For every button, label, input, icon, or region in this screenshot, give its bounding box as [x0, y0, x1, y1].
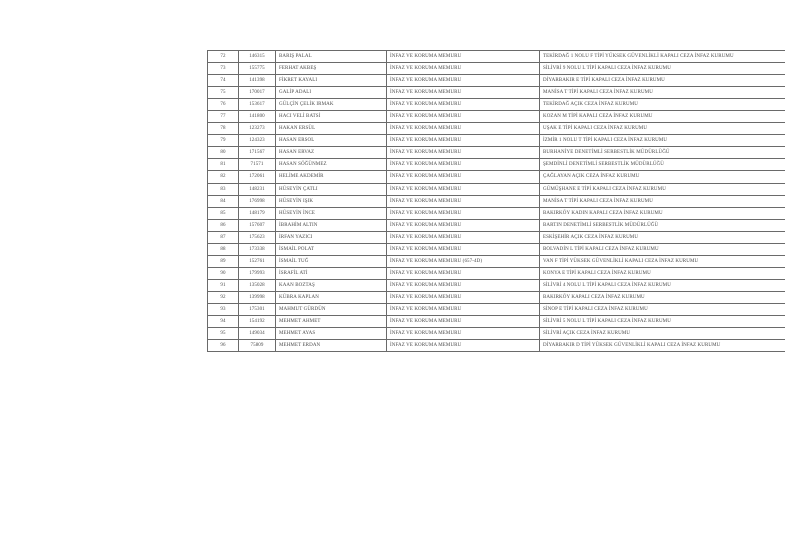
table-row	[208, 279, 785, 291]
table-row	[208, 147, 785, 159]
person-name-cell: KAAN BOZTAŞ	[276, 279, 387, 291]
registry-number-cell: 71571	[239, 159, 276, 171]
job-title-cell: İNFAZ VE KORUMA MEMURU	[387, 123, 540, 135]
job-title-cell: İNFAZ VE KORUMA MEMURU (657-4D)	[387, 255, 540, 267]
registry-number-cell: 154192	[239, 316, 276, 328]
person-name-cell: HACI VELİ BATSİ	[276, 111, 387, 123]
person-name-cell: HÜSEYİN İNCE	[276, 207, 387, 219]
row-number-cell: 88	[208, 243, 239, 255]
person-name-cell: HELİME AKDEMİR	[276, 171, 387, 183]
table-row	[208, 123, 785, 135]
person-name-cell: HASAN ERVAZ	[276, 147, 387, 159]
table-row	[208, 255, 785, 267]
person-name-cell: HASAN ERSOL	[276, 135, 387, 147]
registry-number-cell: 148179	[239, 207, 276, 219]
row-number-cell: 73	[208, 63, 239, 75]
person-name-cell: FİKRET KAYALI	[276, 75, 387, 87]
job-title-cell: İNFAZ VE KORUMA MEMURU	[387, 99, 540, 111]
job-title-cell: İNFAZ VE KORUMA MEMURU	[387, 63, 540, 75]
person-name-cell: BARIŞ PALAL	[276, 51, 387, 63]
registry-number-cell: 175301	[239, 303, 276, 315]
assigned-institution-cell: BAKIRKÖY KAPALI CEZA İNFAZ KURUMU	[540, 291, 785, 303]
assigned-institution-cell: KONYA E TİPİ KAPALI CEZA İNFAZ KURUMU	[540, 267, 785, 279]
assigned-institution-cell: BAKIRKÖY KADIN KAPALI CEZA İNFAZ KURUMU	[540, 207, 785, 219]
row-number-cell: 86	[208, 219, 239, 231]
assigned-institution-cell: SİLİVRİ 4 NOLU L TİPİ KAPALI CEZA İNFAZ KURUMU	[540, 279, 785, 291]
assigned-institution-cell: SİLİVRİ AÇIK CEZA İNFAZ KURUMU	[540, 328, 785, 340]
table-row	[208, 75, 785, 87]
table-row	[208, 99, 785, 111]
assigned-institution-cell: DİYARBAKIR D TİPİ YÜKSEK GÜVENLİKLİ KAPALI CEZA İNFAZ KURUMU	[540, 340, 785, 352]
registry-number-cell: 146315	[239, 51, 276, 63]
row-number-cell: 85	[208, 207, 239, 219]
registry-number-cell: 153617	[239, 99, 276, 111]
person-name-cell: MEHMET AHMET	[276, 316, 387, 328]
table-row	[208, 219, 785, 231]
person-name-cell: HAKAN ERSÜL	[276, 123, 387, 135]
row-number-cell: 78	[208, 123, 239, 135]
job-title-cell: İNFAZ VE KORUMA MEMURU	[387, 147, 540, 159]
person-name-cell: KÜBRA KAPLAN	[276, 291, 387, 303]
table-row	[208, 316, 785, 328]
registry-number-cell: 75809	[239, 340, 276, 352]
row-number-cell: 81	[208, 159, 239, 171]
table-row	[208, 51, 785, 63]
job-title-cell: İNFAZ VE KORUMA MEMURU	[387, 195, 540, 207]
registry-number-cell: 176998	[239, 195, 276, 207]
row-number-cell: 91	[208, 279, 239, 291]
assigned-institution-cell: ŞEMDİNLİ DENETİMLİ SERBESTLİK MÜDÜRLÜĞÜ	[540, 159, 785, 171]
person-name-cell: FERHAT AKBEŞ	[276, 63, 387, 75]
person-name-cell: GALİP ADALI	[276, 87, 387, 99]
person-name-cell: HASAN SÖĞÜNMEZ	[276, 159, 387, 171]
registry-number-cell: 141398	[239, 75, 276, 87]
assigned-institution-cell: KOZAN M TİPİ KAPALI CEZA İNFAZ KURUMU	[540, 111, 785, 123]
row-number-cell: 74	[208, 75, 239, 87]
staff-table-body	[208, 51, 785, 352]
table-row	[208, 267, 785, 279]
row-number-cell: 76	[208, 99, 239, 111]
row-number-cell: 96	[208, 340, 239, 352]
person-name-cell: HÜSEYİN ÇATLI	[276, 183, 387, 195]
registry-number-cell: 149034	[239, 328, 276, 340]
table-row	[208, 159, 785, 171]
registry-number-cell: 175623	[239, 231, 276, 243]
person-name-cell: HÜSEYİN IŞIK	[276, 195, 387, 207]
row-number-cell: 84	[208, 195, 239, 207]
row-number-cell: 79	[208, 135, 239, 147]
row-number-cell: 92	[208, 291, 239, 303]
row-number-cell: 83	[208, 183, 239, 195]
assigned-institution-cell: BOLVADİN L TİPİ KAPALI CEZA İNFAZ KURUMU	[540, 243, 785, 255]
row-number-cell: 90	[208, 267, 239, 279]
assigned-institution-cell: TEKİRDAĞ AÇIK CEZA İNFAZ KURUMU	[540, 99, 785, 111]
table-row	[208, 195, 785, 207]
job-title-cell: İNFAZ VE KORUMA MEMURU	[387, 303, 540, 315]
registry-number-cell: 123273	[239, 123, 276, 135]
person-name-cell: İSRAFİL ATİ	[276, 267, 387, 279]
person-name-cell: MAHMUT GÜRDÜN	[276, 303, 387, 315]
assigned-institution-cell: SİLİVRİ 9 NOLU L TİPİ KAPALI CEZA İNFAZ KURUMU	[540, 63, 785, 75]
table-row	[208, 63, 785, 75]
assigned-institution-cell: BARTIN DENETİMLİ SERBESTLİK MÜDÜRLÜĞÜ	[540, 219, 785, 231]
job-title-cell: İNFAZ VE KORUMA MEMURU	[387, 279, 540, 291]
person-name-cell: İSMAİL TUĞ	[276, 255, 387, 267]
job-title-cell: İNFAZ VE KORUMA MEMURU	[387, 171, 540, 183]
job-title-cell: İNFAZ VE KORUMA MEMURU	[387, 75, 540, 87]
row-number-cell: 75	[208, 87, 239, 99]
row-number-cell: 89	[208, 255, 239, 267]
job-title-cell: İNFAZ VE KORUMA MEMURU	[387, 183, 540, 195]
assigned-institution-cell: MANİSA T TİPİ KAPALI CEZA İNFAZ KURUMU	[540, 87, 785, 99]
assigned-institution-cell: ÇAĞLAYAN AÇIK CEZA İNFAZ KURUMU	[540, 171, 785, 183]
assigned-institution-cell: BURHANİYE DENETİMLİ SERBESTLİK MÜDÜRLÜĞÜ	[540, 147, 785, 159]
job-title-cell: İNFAZ VE KORUMA MEMURU	[387, 291, 540, 303]
job-title-cell: İNFAZ VE KORUMA MEMURU	[387, 51, 540, 63]
assigned-institution-cell: SİLİVRİ 5 NOLU L TİPİ KAPALI CEZA İNFAZ KURUMU	[540, 316, 785, 328]
registry-number-cell: 170017	[239, 87, 276, 99]
assigned-institution-cell: TEKİRDAĞ 1 NOLU F TİPİ YÜKSEK GÜVENLİKLİ KAPALI CEZA İNFAZ KURUMU	[540, 51, 785, 63]
staff-table	[207, 50, 785, 352]
person-name-cell: MEHMET AYAS	[276, 328, 387, 340]
table-row	[208, 340, 785, 352]
person-name-cell: İSMAİL POLAT	[276, 243, 387, 255]
table-row	[208, 291, 785, 303]
registry-number-cell: 173338	[239, 243, 276, 255]
table-row	[208, 243, 785, 255]
job-title-cell: İNFAZ VE KORUMA MEMURU	[387, 340, 540, 352]
job-title-cell: İNFAZ VE KORUMA MEMURU	[387, 207, 540, 219]
row-number-cell: 95	[208, 328, 239, 340]
row-number-cell: 93	[208, 303, 239, 315]
assigned-institution-cell: GÜMÜŞHANE E TİPİ KAPALI CEZA İNFAZ KURUMU	[540, 183, 785, 195]
registry-number-cell: 148231	[239, 183, 276, 195]
person-name-cell: GÜLÇİN ÇELİK IRMAK	[276, 99, 387, 111]
assigned-institution-cell: MANİSA T TİPİ KAPALI CEZA İNFAZ KURUMU	[540, 195, 785, 207]
job-title-cell: İNFAZ VE KORUMA MEMURU	[387, 243, 540, 255]
job-title-cell: İNFAZ VE KORUMA MEMURU	[387, 328, 540, 340]
row-number-cell: 87	[208, 231, 239, 243]
table-row	[208, 328, 785, 340]
table-row	[208, 111, 785, 123]
job-title-cell: İNFAZ VE KORUMA MEMURU	[387, 159, 540, 171]
registry-number-cell: 152761	[239, 255, 276, 267]
registry-number-cell: 139998	[239, 291, 276, 303]
assigned-institution-cell: ESKİŞEHİR AÇIK CEZA İNFAZ KURUMU	[540, 231, 785, 243]
registry-number-cell: 141800	[239, 111, 276, 123]
table-row	[208, 231, 785, 243]
job-title-cell: İNFAZ VE KORUMA MEMURU	[387, 316, 540, 328]
row-number-cell: 80	[208, 147, 239, 159]
registry-number-cell: 124323	[239, 135, 276, 147]
job-title-cell: İNFAZ VE KORUMA MEMURU	[387, 111, 540, 123]
table-row	[208, 135, 785, 147]
job-title-cell: İNFAZ VE KORUMA MEMURU	[387, 135, 540, 147]
row-number-cell: 77	[208, 111, 239, 123]
table-row	[208, 171, 785, 183]
table-row	[208, 183, 785, 195]
person-name-cell: İRFAN YAZICI	[276, 231, 387, 243]
assigned-institution-cell: DİYARBAKIR E TİPİ KAPALI CEZA İNFAZ KURUMU	[540, 75, 785, 87]
assigned-institution-cell: VAN F TİPİ YÜKSEK GÜVENLİKLİ KAPALI CEZA İNFAZ KURUMU	[540, 255, 785, 267]
assigned-institution-cell: SİNOP E TİPİ KAPALI CEZA İNFAZ KURUMU	[540, 303, 785, 315]
assigned-institution-cell: İZMİR 1 NOLU T TİPİ KAPALI CEZA İNFAZ KURUMU	[540, 135, 785, 147]
table-row	[208, 207, 785, 219]
registry-number-cell: 172061	[239, 171, 276, 183]
registry-number-cell: 179993	[239, 267, 276, 279]
job-title-cell: İNFAZ VE KORUMA MEMURU	[387, 87, 540, 99]
table-row	[208, 303, 785, 315]
row-number-cell: 82	[208, 171, 239, 183]
registry-number-cell: 155775	[239, 63, 276, 75]
table-row	[208, 87, 785, 99]
job-title-cell: İNFAZ VE KORUMA MEMURU	[387, 267, 540, 279]
person-name-cell: İBRAHİM ALTIN	[276, 219, 387, 231]
row-number-cell: 72	[208, 51, 239, 63]
registry-number-cell: 171567	[239, 147, 276, 159]
job-title-cell: İNFAZ VE KORUMA MEMURU	[387, 219, 540, 231]
row-number-cell: 94	[208, 316, 239, 328]
job-title-cell: İNFAZ VE KORUMA MEMURU	[387, 231, 540, 243]
assigned-institution-cell: UŞAK E TİPİ KAPALI CEZA İNFAZ KURUMU	[540, 123, 785, 135]
registry-number-cell: 135028	[239, 279, 276, 291]
person-name-cell: MEHMET ERDAN	[276, 340, 387, 352]
registry-number-cell: 157607	[239, 219, 276, 231]
